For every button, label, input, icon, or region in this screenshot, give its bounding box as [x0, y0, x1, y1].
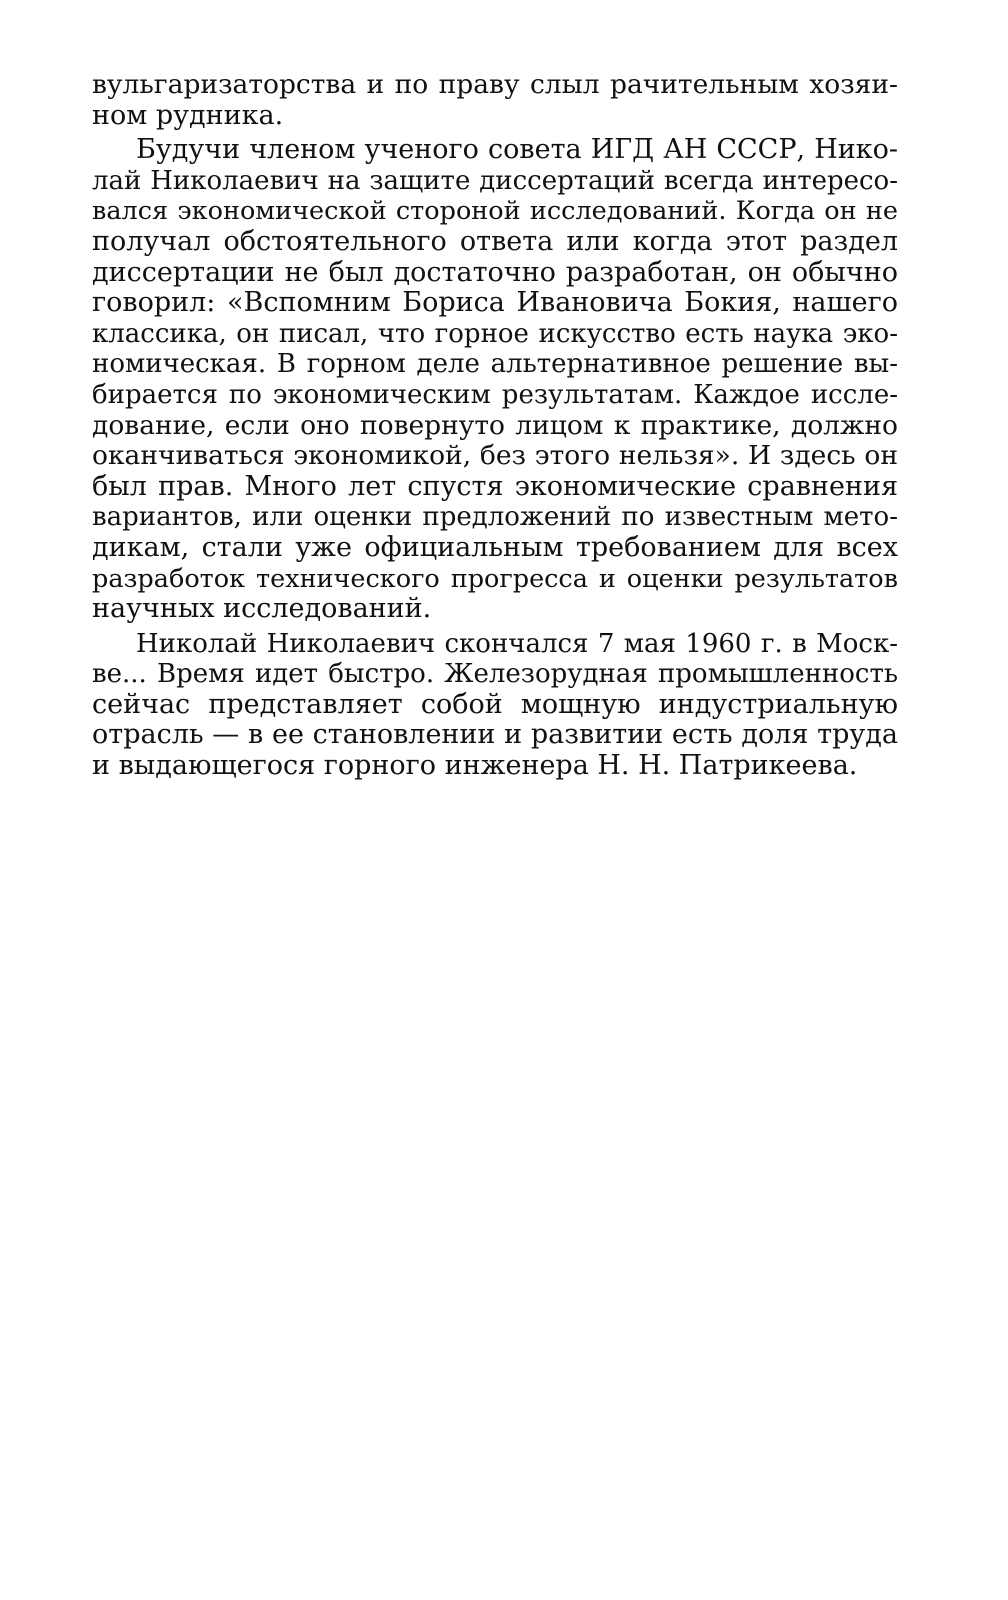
- text-line: и выдающегося горного инженера Н. Н. Патрикеева.: [92, 750, 858, 782]
- text-line: Будучи членом ученого совета ИГД АН СССР, Нико-: [136, 134, 898, 166]
- text-line: дование, если оно повернуто лицом к практике, должно: [92, 409, 898, 441]
- paragraph-2: [92, 135, 898, 625]
- text-line: оканчиваться экономикой, без этого нельзя». И здесь он: [92, 440, 898, 472]
- text-line: был прав. Много лет спустя экономические сравнения: [92, 470, 898, 502]
- text-line: бирается по экономическим результатам. Каждое иссле-: [92, 379, 898, 410]
- text-line: получал обстоятельного ответа или когда этот раздел: [92, 225, 898, 257]
- text-line: вариантов, или оценки предложений по известным мето-: [92, 502, 898, 533]
- text-line: ном рудника.: [92, 99, 284, 131]
- text-line: вался экономической стороной исследований. Когда он не: [92, 196, 898, 227]
- paragraph-1: [92, 70, 898, 131]
- text-line: вульгаризаторства и по праву слыл рачительным хозяи-: [92, 69, 898, 100]
- text-line: отрасль — в ее становлении и развитии есть доля труда: [92, 719, 898, 751]
- text-line: диссертации не был достаточно разработан, он обычно: [92, 256, 898, 288]
- text-line: дикам, стали уже официальным требованием для всех: [92, 531, 898, 563]
- text-line: классика, он писал, что горное искусство есть наука эко-: [92, 318, 898, 349]
- text-line: ве... Время идет быстро. Железорудная промышленность: [92, 659, 898, 690]
- text-line: говорил: «Вспомним Бориса Ивановича Бокия, нашего: [92, 287, 898, 319]
- text-line: сейчас представляет собой мощную индустриальную: [92, 688, 898, 720]
- text-line: лай Николаевич на защите диссертаций всегда интересо-: [92, 165, 898, 196]
- page-text: [92, 70, 898, 786]
- text-line: научных исследований.: [92, 593, 432, 625]
- text-line: Николай Николаевич скончался 7 мая 1960 г. в Моск-: [136, 628, 898, 659]
- text-line: разработок технического прогресса и оценки результатов: [92, 563, 898, 594]
- paragraph-3: [92, 629, 898, 782]
- text-line: номическая. В горном деле альтернативное решение вы-: [92, 349, 898, 380]
